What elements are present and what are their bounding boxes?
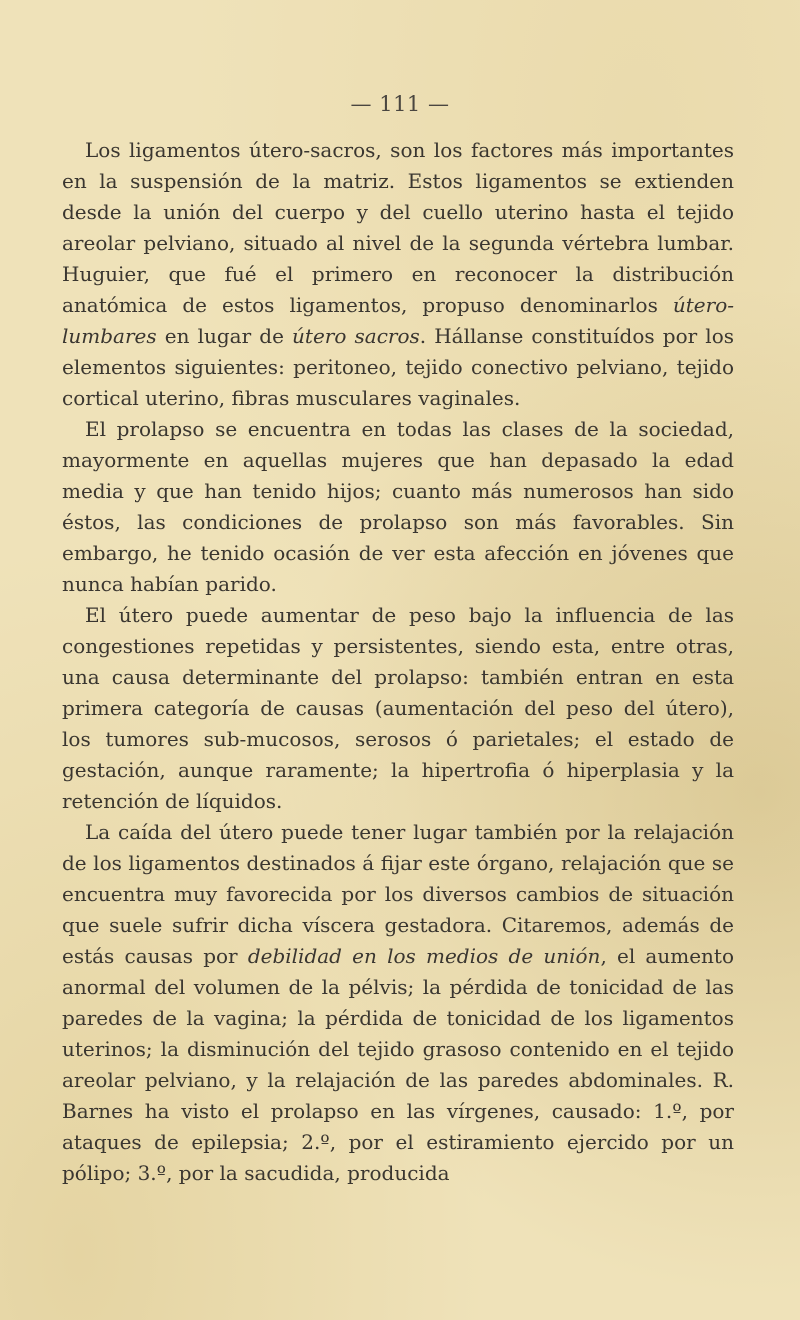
paragraph-ligamentos — [62, 135, 734, 414]
text-run: La caída del útero puede tener lugar también por la relajación de los ligamentos destinados á fijar este órgano, relajación que se encuentra muy favorecida por los diversos cambios de situación que suele sufrir dicha víscera gestadora. Citaremos, además de estás causas por — [62, 820, 734, 968]
paragraph-caida — [62, 817, 734, 1189]
text-run: , el aumento anormal del volumen de la pélvis; la pérdida de tonicidad de las paredes de la vagina; la pérdida de tonicidad de los ligamentos uterinos; la disminución del tejido grasoso contenido en el tejido areolar pelviano, y la relajación de las paredes abdominales. R. Barnes ha visto el prolapso en las vírgenes, causado: 1.º, por ataques de epilepsia; 2.º, por el estiramiento ejercido por un pólipo; 3.º, por la sacudida, producida — [62, 944, 735, 1185]
paragraph-prolapso: El prolapso se encuentra en todas las clases de la sociedad, mayormente en aquellas mujeres que han depasado la edad media y que han tenido hijos; cuanto más numerosos han sido éstos, las condiciones de prolapso son más favorables. Sin embargo, he tenido ocasión de ver esta afección en jóvenes que nunca habían parido. — [62, 417, 734, 596]
italic-term: debilidad en los medios de unión — [247, 944, 601, 968]
italic-term: útero-lumbares — [62, 293, 734, 348]
body-text — [62, 135, 734, 1189]
text-run: . Hállanse constituídos por los elementos siguientes: peritoneo, tejido conectivo pelviano, tejido cortical uterino, fibras musculares vaginales. — [62, 324, 734, 410]
italic-term: útero sacros — [292, 324, 420, 348]
text-run: en lugar de — [156, 324, 293, 348]
paragraph-peso: El útero puede aumentar de peso bajo la influencia de las congestiones repetidas y persistentes, siendo esta, entre otras, una causa determinante del prolapso: también entran en esta primera categoría de causas (aumentación del peso del útero), los tumores sub-mucosos, serosos ó parietales; el estado de gestación, aunque raramente; la hipertrofia ó hiperplasia y la retención de líquidos. — [62, 603, 734, 813]
page-number: — 111 — — [350, 92, 450, 116]
text-run: Los ligamentos útero-sacros, son los factores más importantes en la suspensión de la matriz. Estos ligamentos se extienden desde la unión del cuerpo y del cuello uterino hasta el tejido areolar pelviano, situado al nivel de la segunda vértebra lumbar. Huguier, que fué el primero en reconocer la distribución anatómica de estos ligamentos, propuso denominarlos — [62, 138, 734, 317]
